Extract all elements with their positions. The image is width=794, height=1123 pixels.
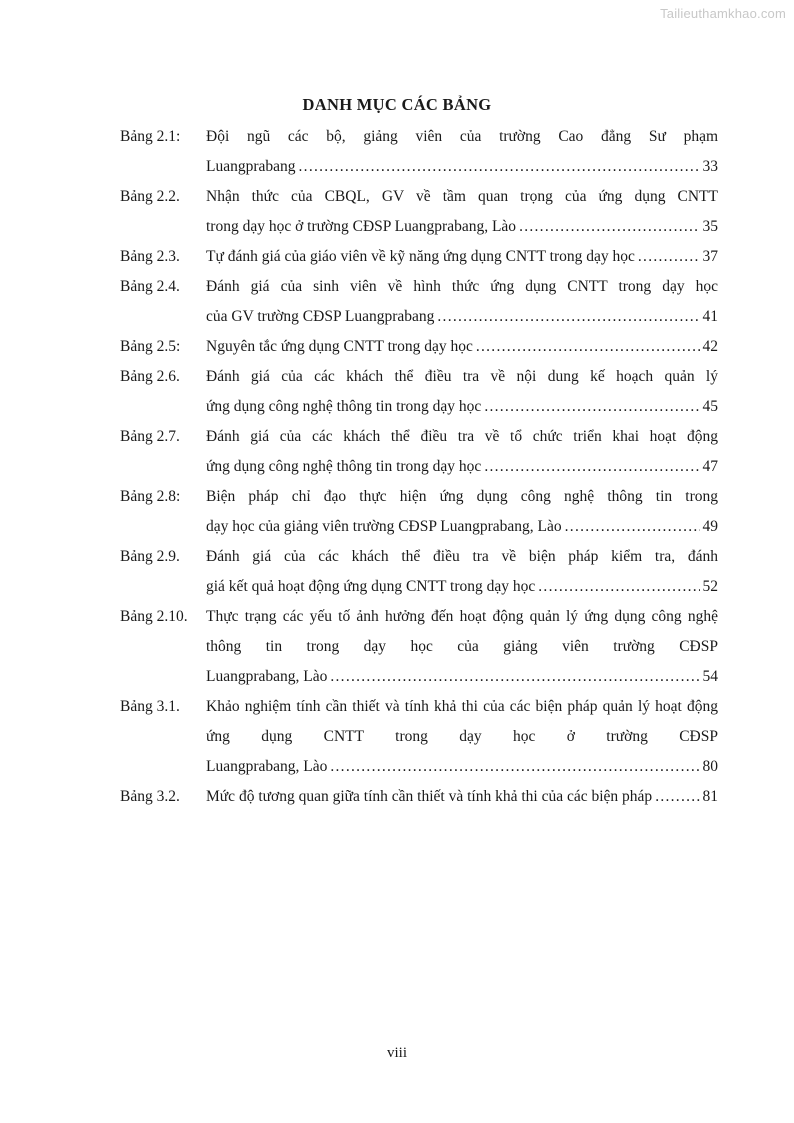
toc-entry[interactable] bbox=[120, 482, 718, 542]
entry-title: Khảo nghiệm tính cần thiết và tính khả thi của các biện pháp quản lý hoạt động ứng dụng CNTT trong dạy học ở trường CĐSP bbox=[206, 698, 718, 745]
dot-leader bbox=[299, 152, 700, 182]
entry-title-end: Luangprabang, Lào bbox=[206, 758, 328, 775]
dot-leader bbox=[538, 572, 699, 602]
toc-entry[interactable] bbox=[120, 692, 718, 782]
entry-page-number: 45 bbox=[702, 398, 718, 415]
toc-entry[interactable] bbox=[120, 782, 718, 812]
watermark: Tailieuthamkhao.com bbox=[660, 6, 786, 21]
entry-title-end: Mức độ tương quan giữa tính cần thiết và tính khả thi của các biện pháp bbox=[206, 788, 653, 805]
entry-page-number: 37 bbox=[702, 248, 718, 265]
entry-page-number: 41 bbox=[702, 308, 718, 325]
entry-title-end: giá kết quả hoạt động ứng dụng CNTT trong dạy học bbox=[206, 578, 536, 595]
entry-label: Bảng 2.6. bbox=[120, 368, 180, 385]
entry-label: Bảng 2.2. bbox=[120, 188, 180, 205]
page-number: viii bbox=[386, 1045, 407, 1061]
entry-label: Bảng 2.10. bbox=[120, 608, 188, 625]
entry-label: Bảng 3.1. bbox=[120, 698, 180, 715]
toc-entry[interactable] bbox=[120, 242, 718, 272]
entry-title: Đánh giá của sinh viên về hình thức ứng dụng CNTT trong dạy học bbox=[206, 278, 718, 295]
entry-page-number: 35 bbox=[702, 218, 718, 235]
entry-title: Đội ngũ các bộ, giảng viên của trường Cao đẳng Sư phạm bbox=[206, 128, 718, 145]
entry-page-number: 42 bbox=[702, 338, 718, 355]
toc-entry[interactable] bbox=[120, 542, 718, 602]
entry-title: Biện pháp chỉ đạo thực hiện ứng dụng công nghệ thông tin trong bbox=[206, 488, 718, 505]
dot-leader bbox=[519, 212, 699, 242]
entry-title-end: trong dạy học ở trường CĐSP Luangprabang, Lào bbox=[206, 218, 517, 235]
entry-title-end: Nguyên tắc ứng dụng CNTT trong dạy học bbox=[206, 338, 473, 355]
entry-label: Bảng 3.2. bbox=[120, 788, 180, 805]
dot-leader bbox=[484, 452, 699, 482]
entry-label: Bảng 2.3. bbox=[120, 248, 180, 265]
page-title: DANH MỤC CÁC BẢNG bbox=[302, 95, 492, 114]
entry-page-number: 80 bbox=[702, 758, 718, 775]
toc-entry[interactable] bbox=[120, 422, 718, 482]
table-list bbox=[120, 122, 718, 812]
entry-page-number: 81 bbox=[702, 788, 718, 805]
entry-label: Bảng 2.1: bbox=[120, 128, 181, 145]
toc-entry[interactable] bbox=[120, 182, 718, 242]
toc-entry[interactable] bbox=[120, 122, 718, 182]
toc-entry[interactable] bbox=[120, 272, 718, 332]
dot-leader bbox=[484, 392, 699, 422]
entry-page-number: 54 bbox=[702, 668, 718, 685]
entry-page-number: 52 bbox=[702, 578, 718, 595]
dot-leader bbox=[638, 242, 700, 272]
toc-entry[interactable] bbox=[120, 362, 718, 422]
entry-page-number: 49 bbox=[702, 518, 718, 535]
dot-leader bbox=[655, 782, 699, 812]
dot-leader bbox=[330, 752, 699, 782]
entry-title: Thực trạng các yếu tố ảnh hưởng đến hoạt động quản lý ứng dụng công nghệ thông tin trong dạy học của giảng viên trường CĐSP bbox=[206, 608, 718, 655]
entry-title: Đánh giá của các khách thể điều tra về tổ chức triển khai hoạt động bbox=[206, 428, 718, 445]
entry-label: Bảng 2.9. bbox=[120, 548, 180, 565]
entry-label: Bảng 2.7. bbox=[120, 428, 180, 445]
entry-page-number: 47 bbox=[702, 458, 718, 475]
dot-leader bbox=[565, 512, 700, 542]
dot-leader bbox=[330, 662, 699, 692]
entry-title-end: Luangprabang, Lào bbox=[206, 668, 328, 685]
toc-entry[interactable] bbox=[120, 602, 718, 692]
entry-title-end: của GV trường CĐSP Luangprabang bbox=[206, 308, 435, 325]
entry-title-end: ứng dụng công nghệ thông tin trong dạy học bbox=[206, 458, 482, 475]
entry-title: Đánh giá của các khách thể điều tra về biện pháp kiểm tra, đánh bbox=[206, 548, 718, 565]
entry-title-end: Luangprabang bbox=[206, 158, 296, 175]
entry-title-end: dạy học của giảng viên trường CĐSP Luangprabang, Lào bbox=[206, 518, 562, 535]
entry-page-number: 33 bbox=[702, 158, 718, 175]
entry-title-end: ứng dụng công nghệ thông tin trong dạy học bbox=[206, 398, 482, 415]
entry-title: Nhận thức của CBQL, GV về tầm quan trọng của ứng dụng CNTT bbox=[206, 188, 718, 205]
entry-label: Bảng 2.5: bbox=[120, 338, 181, 355]
entry-title-end: Tự đánh giá của giáo viên về kỹ năng ứng dụng CNTT trong dạy học bbox=[206, 248, 635, 265]
entry-label: Bảng 2.4. bbox=[120, 278, 180, 295]
dot-leader bbox=[437, 302, 699, 332]
entry-title: Đánh giá của các khách thể điều tra về nội dung kế hoạch quản lý bbox=[206, 368, 718, 385]
entry-label: Bảng 2.8: bbox=[120, 488, 181, 505]
toc-entry[interactable] bbox=[120, 332, 718, 362]
dot-leader bbox=[476, 332, 700, 362]
